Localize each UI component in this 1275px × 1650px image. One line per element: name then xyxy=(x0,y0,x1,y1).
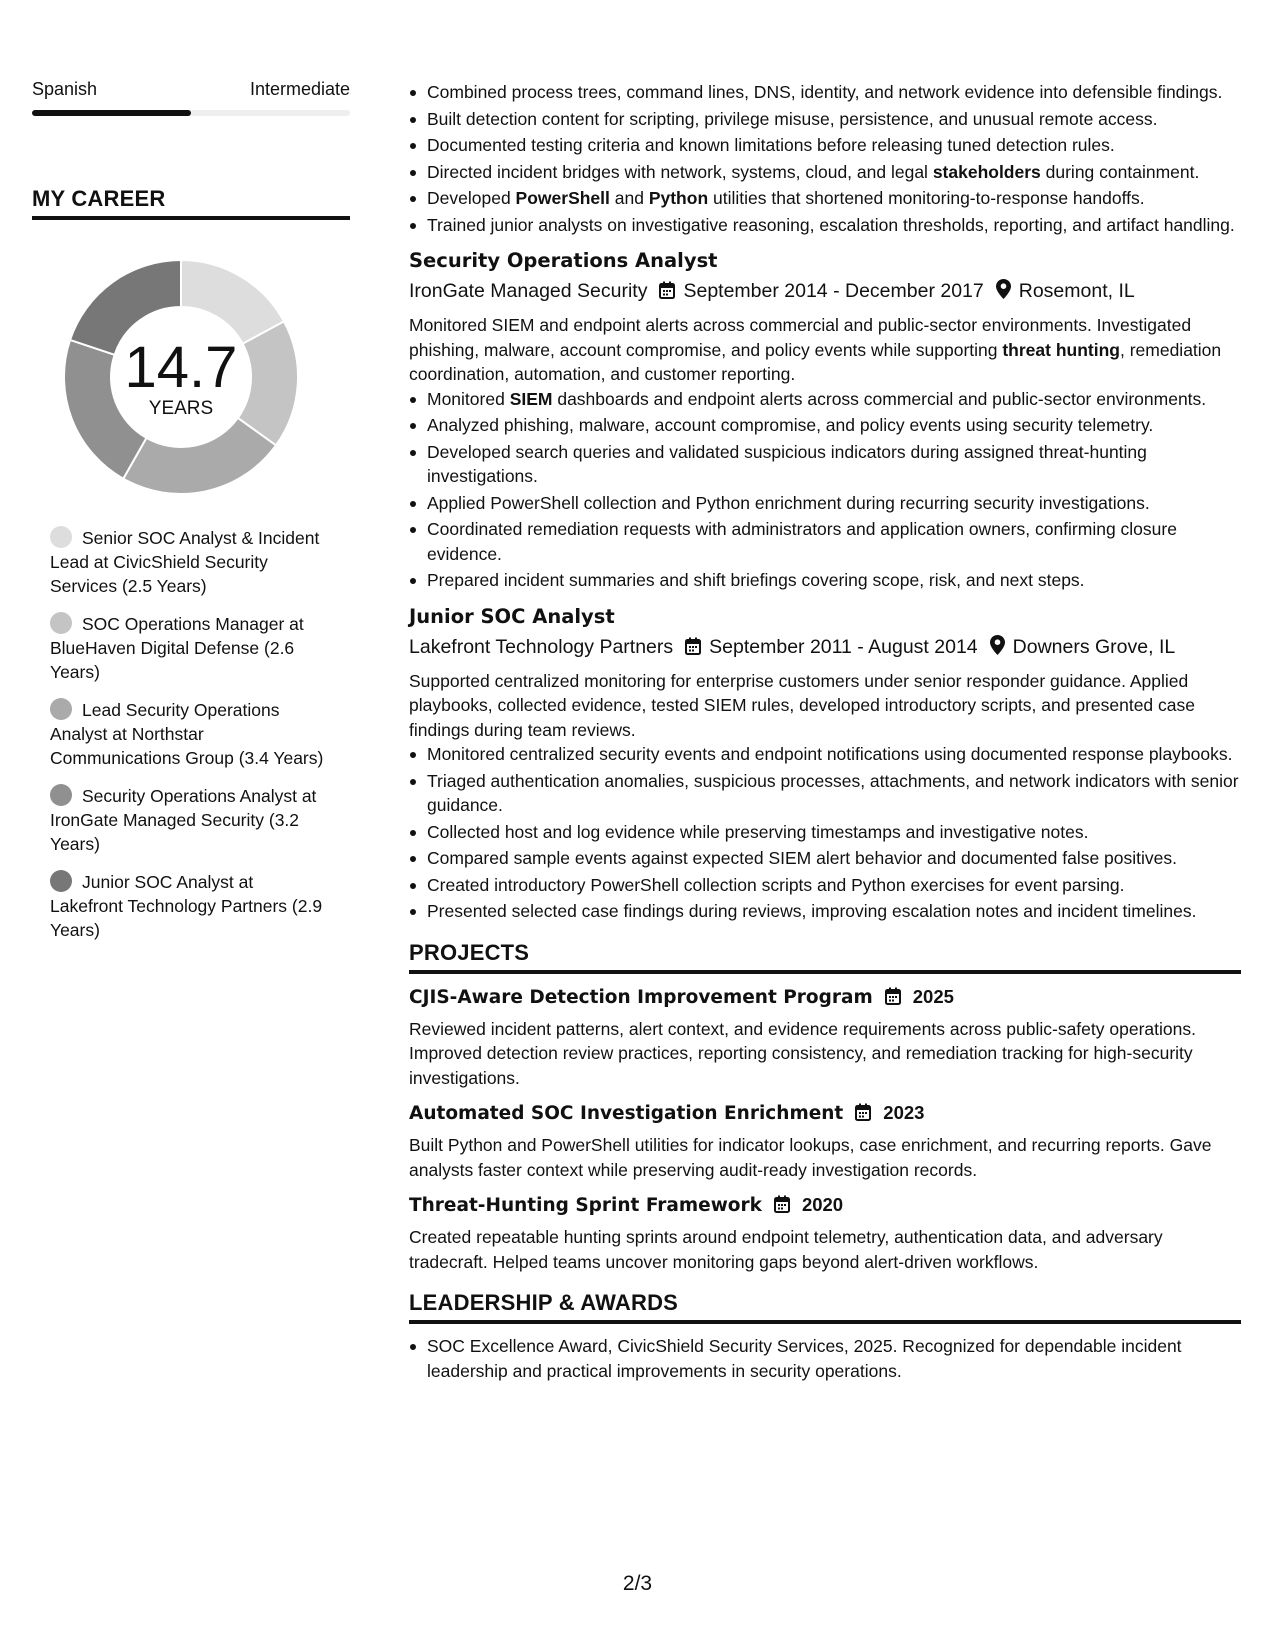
legend-color-dot xyxy=(50,526,72,548)
projects-heading: PROJECTS xyxy=(409,940,1241,974)
language-name: Spanish xyxy=(32,79,98,99)
bullet-item: Developed PowerShell and Python utilities that shortened monitoring-to-response handoffs. xyxy=(409,186,1241,211)
previous-job-bullets xyxy=(409,80,1241,237)
job-title: Security Operations Analyst xyxy=(409,249,718,272)
calendar-icon xyxy=(855,1103,871,1129)
calendar-icon xyxy=(885,987,901,1013)
project-title-row xyxy=(409,1192,1241,1221)
legend-color-dot xyxy=(50,698,72,720)
legend-item xyxy=(50,870,330,942)
legend-label: Security Operations Analyst at IronGate Managed Security (3.2 Years) xyxy=(50,786,317,854)
language-proficiency-fill xyxy=(32,110,191,116)
legend-color-dot xyxy=(50,870,72,892)
total-years-unit: YEARS xyxy=(148,398,214,419)
bullet-item: Trained junior analysts on investigative reasoning, escalation thresholds, reporting, and artifact handling. xyxy=(409,213,1241,238)
job-dates: September 2011 - August 2014 xyxy=(709,635,978,658)
bullet-item: Monitored SIEM dashboards and endpoint alerts across commercial and public-sector environments. xyxy=(409,387,1241,412)
bullet-item: SOC Excellence Award, CivicShield Security Services, 2025. Recognized for dependable incident leadership and practical improvements in security operations. xyxy=(409,1334,1241,1383)
job-dates: September 2014 - December 2017 xyxy=(683,280,984,302)
bullet-item: Prepared incident summaries and shift briefings covering scope, risk, and next steps. xyxy=(409,568,1241,593)
legend-item xyxy=(50,526,330,598)
project-title: Threat-Hunting Sprint Framework xyxy=(409,1195,762,1216)
project-description: Built Python and PowerShell utilities for indicator lookups, case enrichment, and recurring reports. Gave analysts faster context while preserving audit-ready investigation records. xyxy=(409,1135,1212,1180)
job-location: Downers Grove, IL xyxy=(1012,635,1176,658)
job-entry xyxy=(409,603,1241,924)
legend-item xyxy=(50,784,330,856)
project-title: CJIS-Aware Detection Improvement Program xyxy=(409,986,873,1008)
bullet-item: Compared sample events against expected SIEM alert behavior and documented false positives. xyxy=(409,846,1241,871)
bullet-item: Documented testing criteria and known limitations before releasing tuned detection rules. xyxy=(409,133,1241,158)
right-column xyxy=(409,80,1241,1385)
career-donut-chart xyxy=(56,252,306,502)
bullet-item: Triaged authentication anomalies, suspicious processes, attachments, and network indicators with senior guidance. xyxy=(409,769,1241,818)
project-entry xyxy=(409,1100,1241,1182)
leadership-list xyxy=(409,1334,1241,1383)
bullet-item: Directed incident bridges with network, systems, cloud, and legal stakeholders during containment. xyxy=(409,160,1241,185)
legend-label: Lead Security Operations Analyst at Northstar Communications Group (3.4 Years) xyxy=(50,700,324,768)
project-description: Reviewed incident patterns, alert context, and evidence requirements across public-safety operations. Improved detection review practices, reporting consistency, and remediation tracking for high-security investigations. xyxy=(409,1018,1196,1088)
donut-center xyxy=(56,252,306,502)
bullet-item: Coordinated remediation requests with administrators and application owners, confirming closure evidence. xyxy=(409,517,1241,566)
project-year: 2023 xyxy=(883,1102,925,1123)
career-heading: MY CAREER xyxy=(32,186,350,220)
job-meta xyxy=(409,277,1241,307)
project-title-row xyxy=(409,984,1241,1013)
legend-item xyxy=(50,698,330,770)
legend-label: Senior SOC Analyst & Incident Lead at CivicShield Security Services (2.5 Years) xyxy=(50,528,320,596)
calendar-icon xyxy=(659,279,675,307)
legend-color-dot xyxy=(50,784,72,806)
job-bullets xyxy=(409,387,1241,593)
total-years: 14.7 xyxy=(124,335,238,400)
language-level: Intermediate xyxy=(249,79,350,99)
job-meta xyxy=(409,633,1241,663)
language-proficiency-bar xyxy=(32,110,350,116)
project-title-row xyxy=(409,1100,1241,1129)
job-company: IronGate Managed Security xyxy=(409,280,648,302)
language-row xyxy=(32,78,350,100)
projects-list xyxy=(409,984,1241,1275)
bullet-item: Combined process trees, command lines, DNS, identity, and network evidence into defensible findings. xyxy=(409,80,1241,105)
bullet-item: Created introductory PowerShell collection scripts and Python exercises for event parsing. xyxy=(409,873,1241,898)
job-summary: Monitored SIEM and endpoint alerts across commercial and public-sector environments. Investigated phishing, malware, account compromise, and policy events while supporting threat hunting, remediation coordination, automation, and customer reporting. xyxy=(409,315,1222,384)
project-year: 2025 xyxy=(912,985,954,1007)
project-entry xyxy=(409,984,1241,1091)
left-column xyxy=(32,78,350,956)
experience-list xyxy=(409,247,1241,924)
bullet-item: Analyzed phishing, malware, account compromise, and policy events using security telemetry. xyxy=(409,413,1241,438)
bullet-item: Monitored centralized security events and endpoint notifications using documented response playbooks. xyxy=(409,742,1241,767)
job-title: Junior SOC Analyst xyxy=(409,604,615,628)
calendar-icon xyxy=(774,1195,790,1221)
location-pin-icon xyxy=(996,279,1011,307)
job-company: Lakefront Technology Partners xyxy=(409,635,674,658)
project-title: Automated SOC Investigation Enrichment xyxy=(409,1103,844,1124)
job-entry xyxy=(409,247,1241,593)
page-number: 2/3 xyxy=(622,1572,653,1595)
location-pin-icon xyxy=(990,635,1005,663)
bullet-item: Collected host and log evidence while preserving timestamps and investigative notes. xyxy=(409,820,1241,845)
job-summary: Supported centralized monitoring for enterprise customers under senior responder guidance. Applied playbooks, collected evidence, tested SIEM rules, developed introductory scripts, and presented case findings during team reviews. xyxy=(409,670,1195,740)
legend-color-dot xyxy=(50,612,72,634)
leadership-heading: LEADERSHIP & AWARDS xyxy=(409,1290,1241,1324)
project-entry xyxy=(409,1192,1241,1274)
project-year: 2020 xyxy=(801,1194,844,1215)
career-legend xyxy=(32,526,350,942)
bullet-item: Built detection content for scripting, privilege misuse, persistence, and unusual remote access. xyxy=(409,107,1241,132)
legend-item xyxy=(50,612,330,684)
calendar-icon xyxy=(685,635,701,663)
legend-label: SOC Operations Manager at BlueHaven Digital Defense (2.6 Years) xyxy=(50,614,304,682)
bullet-item: Applied PowerShell collection and Python enrichment during recurring security investigations. xyxy=(409,491,1241,516)
job-location: Rosemont, IL xyxy=(1018,280,1135,302)
job-bullets xyxy=(409,742,1241,924)
bullet-item: Presented selected case findings during reviews, improving escalation notes and incident timelines. xyxy=(409,899,1241,924)
project-description: Created repeatable hunting sprints around endpoint telemetry, authentication data, and adversary tradecraft. Helped teams uncover monitoring gaps beyond alert-driven workflows. xyxy=(409,1227,1163,1272)
legend-label: Junior SOC Analyst at Lakefront Technology Partners (2.9 Years) xyxy=(50,872,323,940)
bullet-item: Developed search queries and validated suspicious indicators during assigned threat-hunting investigations. xyxy=(409,440,1241,489)
